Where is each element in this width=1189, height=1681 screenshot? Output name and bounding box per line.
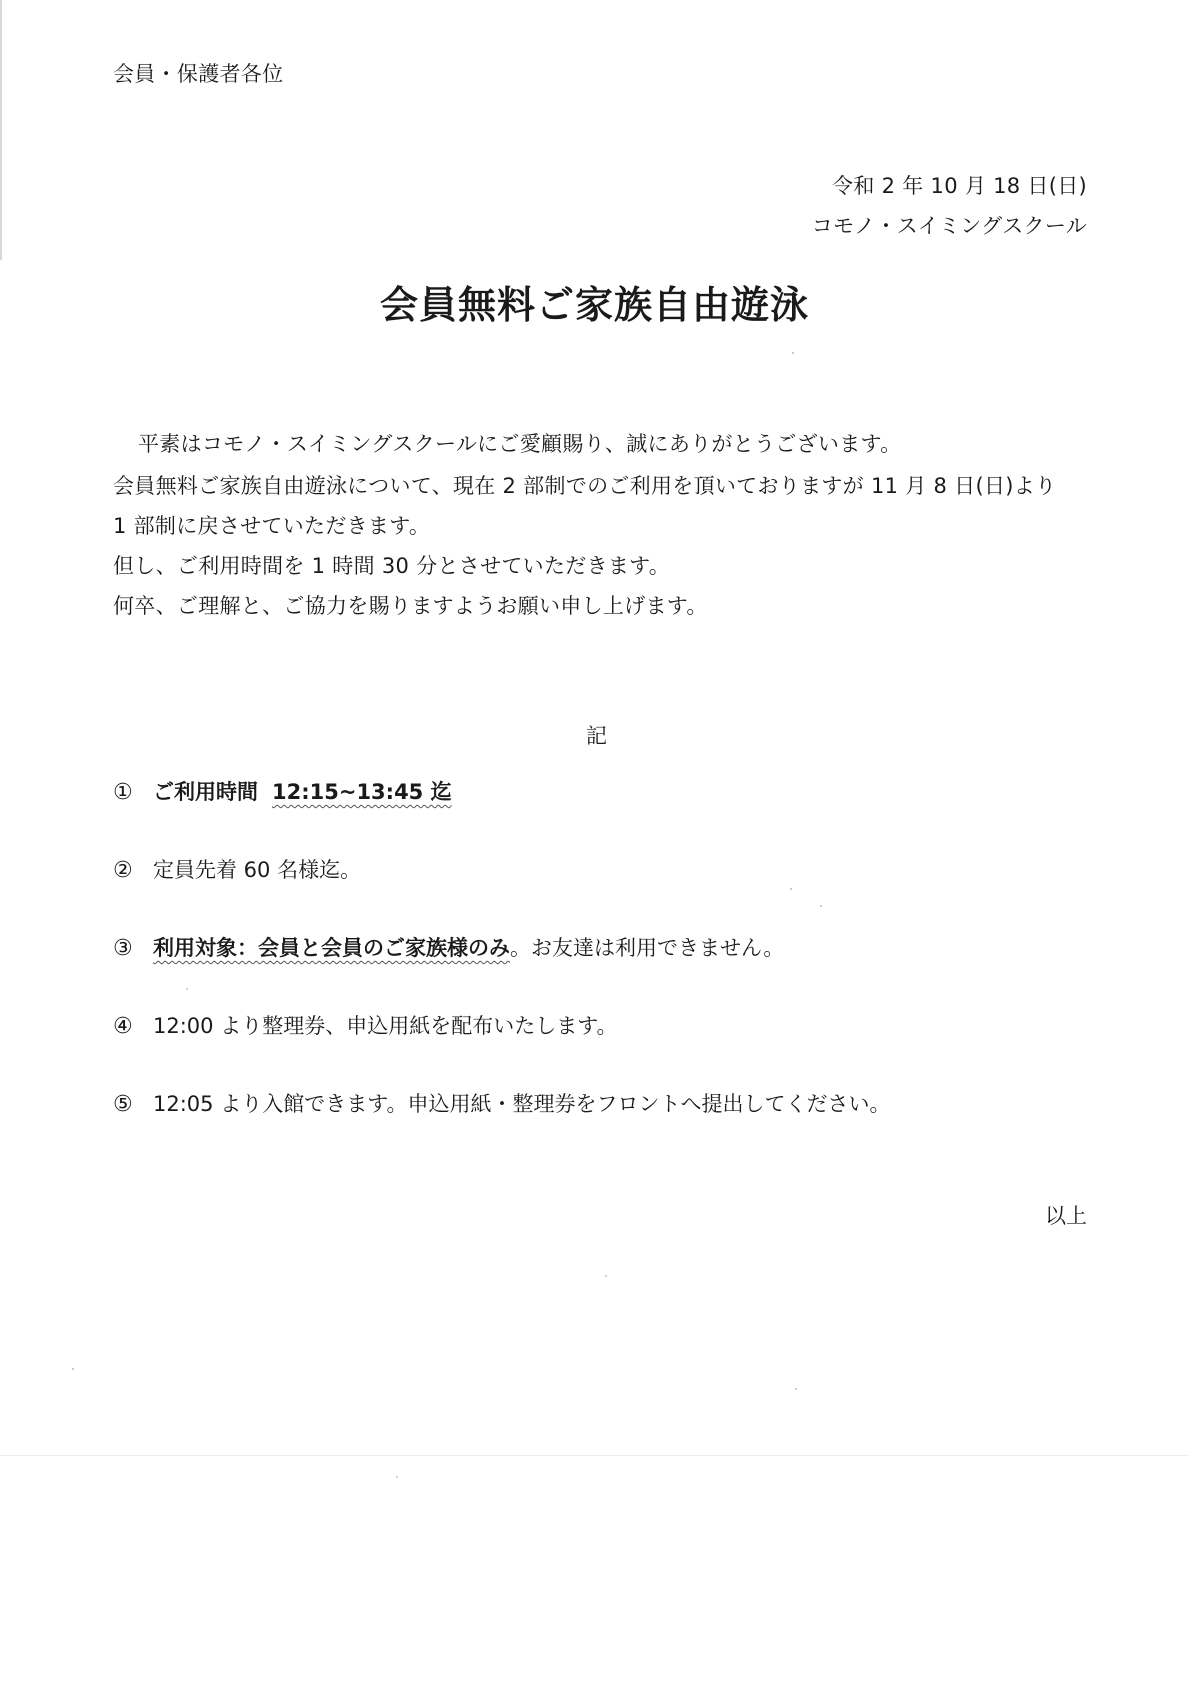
usage-time-label: ご利用時間 [153, 780, 258, 804]
item-text: 12:05 より入館できます。申込用紙・整理券をフロントへ提出してください。 [153, 1092, 891, 1116]
scan-edge [0, 0, 2, 260]
scan-speck [795, 1388, 797, 1390]
usage-time-value: 12:15~13:45 迄 [272, 780, 452, 804]
list-item-3 [113, 934, 784, 963]
eligibility-emphasis: 利用対象：会員と会員のご家族様のみ [153, 936, 510, 960]
item-text: 。お友達は利用できません。 [510, 936, 785, 960]
item-number: ① [113, 780, 133, 805]
closing-mark: 以上 [1045, 1204, 1087, 1228]
body-line-4: 但し、ご利用時間を 1 時間 30 分とさせていただきます。 [113, 554, 671, 578]
item-number: ⑤ [113, 1092, 133, 1117]
body-line-5: 何卒、ご理解と、ご協力を賜りますようお願い申し上げます。 [113, 594, 708, 618]
scan-speck [605, 1275, 607, 1277]
body-line-3: 1 部制に戻させていただきます。 [113, 514, 431, 538]
addressee: 会員・保護者各位 [113, 62, 284, 86]
document-title: 会員無料ご家族自由遊泳 [379, 283, 809, 327]
ki-heading: 記 [586, 724, 607, 748]
item-number: ③ [113, 936, 133, 961]
item-number: ② [113, 858, 133, 883]
list-item-1 [113, 778, 452, 807]
body-line-1: 平素はコモノ・スイミングスクールにご愛顧賜り、誠にありがとうございます。 [138, 432, 902, 456]
item-number: ④ [113, 1014, 133, 1039]
item-text: 定員先着 60 名様迄。 [153, 858, 362, 882]
scan-speck [396, 1476, 398, 1478]
list-item-5 [113, 1090, 891, 1119]
item-text: 12:00 より整理券、申込用紙を配布いたします。 [153, 1014, 618, 1038]
scan-speck [790, 888, 792, 890]
issue-date: 令和 2 年 10 月 18 日(日) [832, 174, 1087, 198]
scan-speck [72, 1368, 74, 1370]
list-item-2 [113, 856, 361, 885]
body-line-2: 会員無料ご家族自由遊泳について、現在 2 部制でのご利用を頂いておりますが 11 月 8 日(日)より [113, 474, 1057, 498]
scan-speck [820, 905, 822, 907]
list-item-4 [113, 1012, 618, 1041]
scan-speck [792, 352, 794, 354]
scan-speck [186, 988, 188, 990]
scan-fold-line [0, 1455, 1189, 1456]
organization-name: コモノ・スイミングスクール [811, 214, 1087, 238]
